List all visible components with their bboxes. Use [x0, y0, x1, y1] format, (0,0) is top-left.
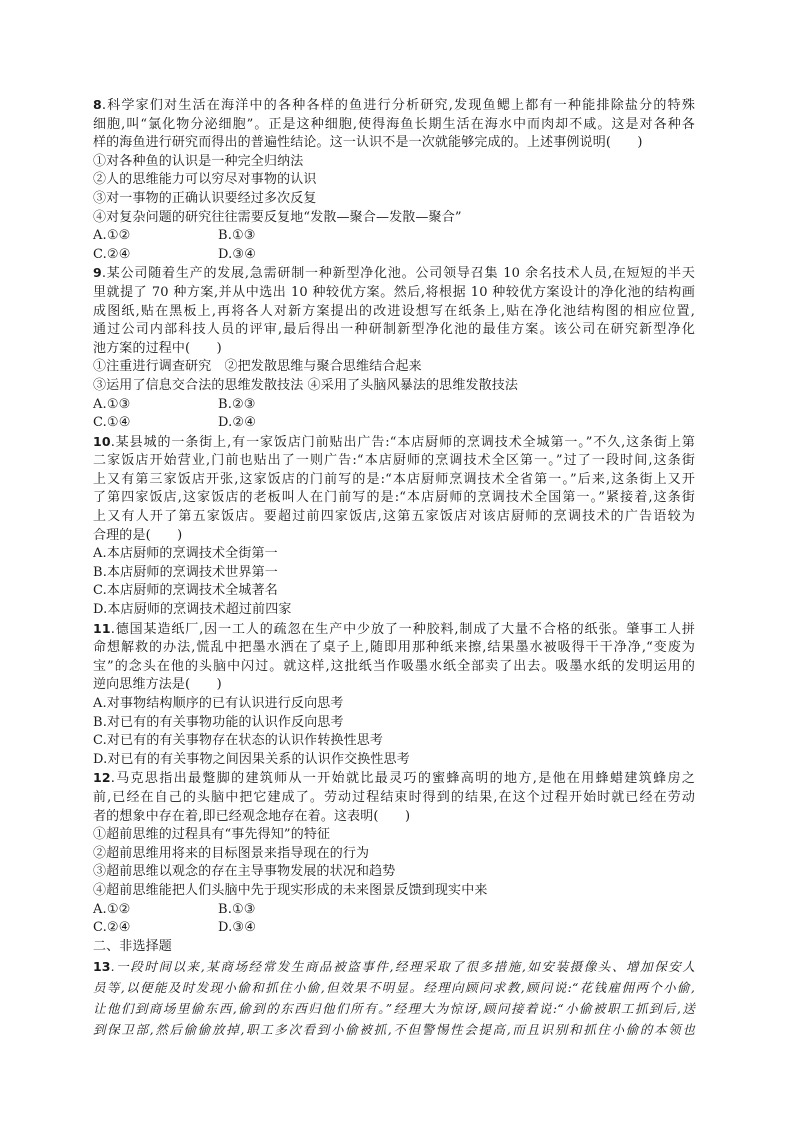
statement-item: ③对一事物的正确认识要经过多次反复 — [93, 190, 317, 206]
question-12-line: 前,已经在自己的头脑中把它建成了。劳动过程结束时得到的结果,在这个过程开始时就已经在劳动 — [93, 789, 695, 805]
question-page — [93, 96, 695, 1040]
question-8 — [93, 96, 695, 264]
option-row — [93, 919, 695, 938]
statement-item: ④超前思维能把人们头脑中先于现实形成的未来图景反馈到现实中来 — [93, 882, 488, 898]
option-c: C.对已有的有关事物存在状态的认识作转换性思考 — [93, 733, 384, 749]
question-number: 12 — [93, 770, 111, 786]
option-row — [93, 396, 695, 415]
question-9-line: 池方案的过程中( ) — [93, 340, 222, 356]
option-b: B.对已有的有关事物功能的认识作反向思考 — [93, 714, 344, 730]
question-9-line: 通过公司内部科技人员的评审,最后得出一种研制新型净化池的最佳方案。该公司在研究新型净化 — [93, 322, 695, 338]
question-10-line: 10.某县城的一条街上,有一家饭店门前贴出广告:“本店厨师的烹调技术全城第一。”不久,这条街上第 — [93, 433, 695, 450]
question-11-line: 命想解救的办法,慌乱中把墨水洒在了桌子上,随即用那种纸来擦,结果墨水被吸得干干净净,“变废为 — [93, 640, 695, 656]
question-11-line: 逆向思维方法是( ) — [93, 677, 222, 693]
option-b: B.本店厨师的烹调技术世界第一 — [93, 564, 278, 580]
question-10-line: 上又有第三家饭店开张,这家饭店的门前写的是:“本店厨师烹调技术全省第一。”后来,这条街上又开 — [93, 471, 695, 487]
option-row — [93, 901, 695, 920]
section-heading: 二、非选择题 — [93, 938, 172, 954]
question-13-line: 员等,以便能及时发现小偷和抓住小偷,但效果不明显。经理向顾问求教,顾问说:“花钱雇佣两个小偷, — [93, 980, 695, 996]
question-number: 9 — [93, 265, 102, 281]
question-11-line: 11.德国某造纸厂,因一工人的疏忽在生产中少放了一种胶料,制成了大量不合格的纸张。肇事工人拼 — [93, 620, 695, 637]
question-13 — [93, 956, 695, 1040]
question-10-line: 合理的是( ) — [93, 527, 183, 543]
statement-item: ②人的思维能力可以穷尽对事物的认识 — [93, 172, 317, 188]
statement-item: ①注重进行调查研究 ②把发散思维与聚合思维结合起来 — [93, 359, 422, 375]
option-b: B.①③ — [218, 228, 256, 244]
question-9 — [93, 264, 695, 432]
option-d: D.③④ — [218, 246, 257, 262]
question-11 — [93, 620, 695, 770]
question-9-line: 里就提了 70 种方案,并从中选出 10 种较优方案。然后,将根据 10 种较优方案设计的净化池的结构画 — [93, 284, 695, 300]
option-a: A.本店厨师的烹调技术全街第一 — [93, 546, 278, 562]
question-11-line: 宝”的念头在他的头脑中闪过。就这样,这批纸当作吸墨水纸全部卖了出去。吸墨水纸的发明运用的 — [93, 658, 695, 674]
option-c: C.②④ — [93, 246, 131, 262]
option-d: D.对已有的有关事物之间因果关系的认识作交换性思考 — [93, 751, 410, 767]
question-9-line: 成图纸,贴在黑板上,再将各人对新方案提出的改进设想写在纸条上,贴在净化池结构图的相应位置, — [93, 303, 695, 319]
statement-item: ③超前思维以观念的存在主导事物发展的状况和趋势 — [93, 864, 396, 880]
statement-item: ①超前思维的过程具有“事先得知”的特征 — [93, 827, 331, 843]
question-9-line: 9.某公司随着生产的发展,急需研制一种新型净化池。公司领导召集 10 余名技术人员,在短短的半天 — [93, 265, 695, 282]
statement-item: ④对复杂问题的研究往往需要反复地“发散—聚合—发散—聚合” — [93, 209, 462, 225]
question-13-line: 13.一段时间以来,某商场经常发生商品被盗事件,经理采取了很多措施,如安装摄像头、增加保安人 — [93, 959, 695, 975]
option-row — [93, 414, 695, 433]
question-10-line: 上又有人开了第五家饭店。要超过前四家饭店,这第五家饭店对该店厨师的烹调技术的广告语较为 — [93, 509, 695, 525]
option-row — [93, 227, 695, 246]
question-12-line: 者的想象中存在着,即已经观念地存在着。这表明( ) — [93, 808, 411, 824]
question-12 — [93, 769, 695, 937]
question-8-line: 样的海鱼进行研究而得出的普遍性结论。这一认识不是一次就能够完成的。上述事例说明( ) — [93, 135, 643, 151]
question-13-line: 到保卫部,然后偷偷放掉,职工多次看到小偷被抓,不但警惕性会提高,而且识别和抓住小偷的本领也 — [93, 1022, 695, 1038]
question-number: 11 — [93, 620, 111, 636]
question-10-line: 二家饭店开始营业,门前也贴出了一则广告:“本店厨师的烹调技术全区第一。”过了一段时间,这条街 — [93, 453, 695, 469]
option-b: B.①③ — [218, 901, 256, 917]
option-d: D.本店厨师的烹调技术超过前四家 — [93, 602, 292, 618]
question-8-line: 细胞,叫“氯化物分泌细胞”。正是这种细胞,使得海鱼长期生活在海水中而肉却不咸。这是对各种各 — [93, 116, 695, 132]
question-8-line: 8.科学家们对生活在海洋中的各种各样的鱼进行分析研究,发现鱼鳃上都有一种能排除盐分的特殊 — [93, 97, 695, 113]
statement-item: ③运用了信息交合法的思维发散技法 ④采用了头脑风暴法的思维发散技法 — [93, 377, 519, 393]
option-c: C.①④ — [93, 415, 131, 431]
question-number: 13 — [93, 959, 111, 975]
option-a: A.①② — [93, 901, 131, 917]
question-10 — [93, 433, 695, 620]
option-c: C.本店厨师的烹调技术全城著名 — [93, 583, 278, 599]
option-row — [93, 246, 695, 265]
question-12-line: 12.马克思指出最蹩脚的建筑师从一开始就比最灵巧的蜜蜂高明的地方,是他在用蜂蜡建筑蜂房之 — [93, 770, 695, 787]
option-c: C.②④ — [93, 920, 131, 936]
statement-item: ②超前思维用将来的目标图景来指导现在的行为 — [93, 845, 370, 861]
option-a: A.①② — [93, 228, 131, 244]
option-b: B.②③ — [218, 396, 256, 412]
statement-item: ①对各种鱼的认识是一种完全归纳法 — [93, 153, 304, 169]
question-number: 8 — [93, 97, 102, 112]
option-d: D.③④ — [218, 920, 257, 936]
question-10-line: 了第四家饭店,这家饭店的老板叫人在门前写的是:“本店厨师的烹调技术全国第一。”紧接着,这条街 — [93, 490, 695, 506]
option-a: A.对事物结构顺序的已有认识进行反向思考 — [93, 696, 344, 711]
option-a: A.①③ — [93, 396, 131, 412]
option-d: D.②④ — [218, 415, 257, 431]
question-number: 10 — [93, 433, 111, 449]
question-13-line: 让他们到商场里偷东西,偷到的东西归他们所有。”经理大为惊讶,顾问接着说:“小偷被职工抓到后,送 — [93, 1001, 695, 1017]
